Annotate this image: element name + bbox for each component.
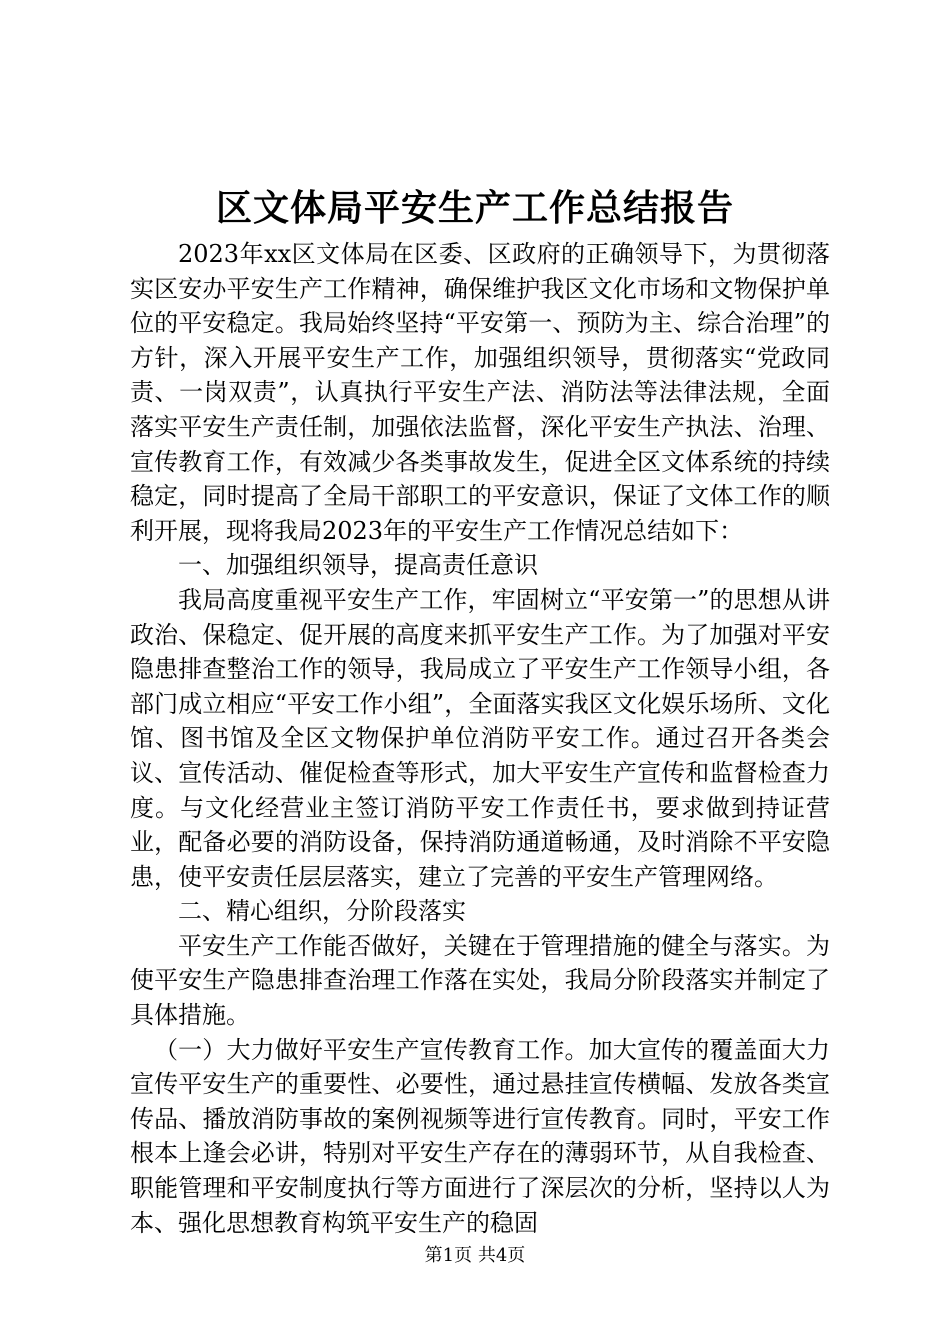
paragraph-subsection-1: （一）大力做好平安生产宣传教育工作。加大宣传的覆盖面大力宣传平安生产的重要性、必要性，通过悬挂宣传横幅、发放各类宣传品、播放消防事故的案例视频等进行宣传教育。同时，平安工作根本上逢会必讲，特别对平安生产存在的薄弱环节，从自我检查、职能管理和平安制度执行等方面进行了深层次的分析，坚持以人为本、强化思想教育构筑平安生产的稳固 xyxy=(130,1035,830,1237)
page-number-footer: 第1页 共4页 xyxy=(424,1245,526,1266)
document-body xyxy=(130,237,830,1240)
section-heading-1: 一、加强组织领导，提高责任意识 xyxy=(178,551,538,580)
paragraph-section-2: 平安生产工作能否做好，关键在于管理措施的健全与落实。为使平安生产隐患排查治理工作落在实处，我局分阶段落实并制定了具体措施。 xyxy=(130,931,830,1030)
document-title: 区文体局平安生产工作总结报告 xyxy=(215,187,734,229)
paragraph-intro: 2023年xx区文体局在区委、区政府的正确领导下，为贯彻落实区安办平安生产工作精神，确保维护我区文化市场和文物保护单位的平安稳定。我局始终坚持“平安第一、预防为主、综合治理”的方针，深入开展平安生产工作，加强组织领导，贯彻落实“党政同责、一岗双责”，认真执行平安生产法、消防法等法律法规，全面落实平安生产责任制，加强依法监督，深化平安生产执法、治理、宣传教育工作，有效减少各类事故发生，促进全区文体系统的持续稳定，同时提高了全局干部职工的平安意识，保证了文体工作的顺利开展，现将我局2023年的平安生产工作情况总结如下： xyxy=(130,240,830,545)
paragraph-section-1: 我局高度重视平安生产工作，牢固树立“平安第一”的思想从讲政治、保稳定、促开展的高度来抓平安生产工作。为了加强对平安隐患排查整治工作的领导，我局成立了平安生产工作领导小组，各部门成立相应“平安工作小组”，全面落实我区文化娱乐场所、文化馆、图书馆及全区文物保护单位消防平安工作。通过召开各类会议、宣传活动、催促检查等形式，加大平安生产宣传和监督检查力度。与文化经营业主签订消防平安工作责任书，要求做到持证营业，配备必要的消防设备，保持消防通道畅通，及时消除不平安隐患，使平安责任层层落实，建立了完善的平安生产管理网络。 xyxy=(130,585,830,891)
section-heading-2: 二、精心组织，分阶段落实 xyxy=(178,897,466,926)
